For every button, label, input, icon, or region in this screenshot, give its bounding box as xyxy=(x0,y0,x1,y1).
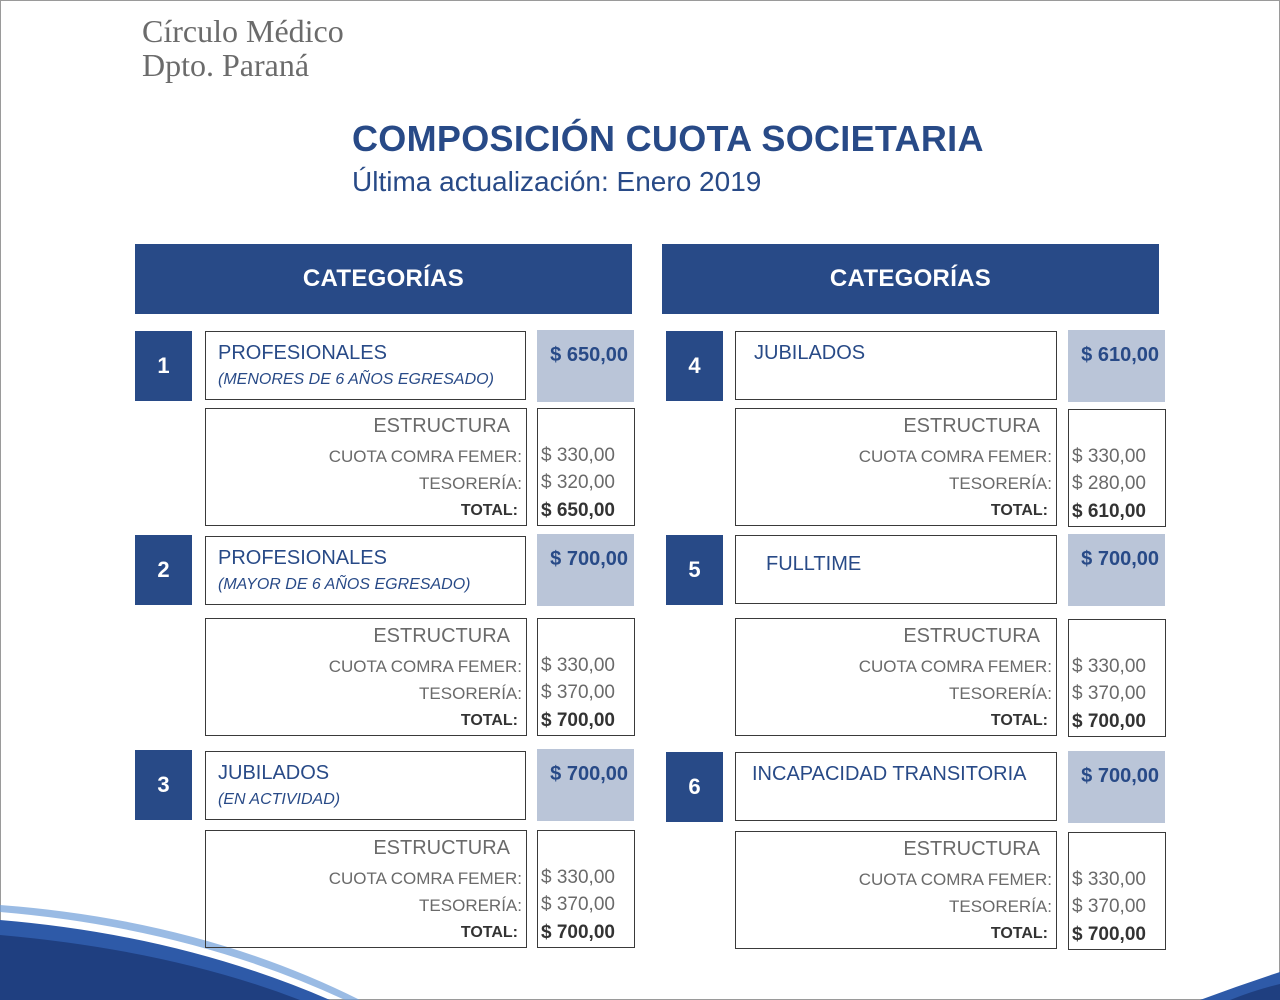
category-price: $ 700,00 xyxy=(537,749,634,821)
value-tesoreria: $ 370,00 xyxy=(541,682,615,703)
structure-values-box xyxy=(537,408,635,526)
category-name: PROFESIONALES xyxy=(218,547,387,569)
category-name: JUBILADOS xyxy=(754,342,866,364)
structure-label-comra: CUOTA COMRA FEMER: xyxy=(328,869,522,888)
structure-box xyxy=(205,618,527,736)
structure-box xyxy=(205,408,527,526)
value-total: $ 700,00 xyxy=(1072,711,1146,732)
structure-values-box xyxy=(1068,409,1166,527)
category-subtitle: (MAYOR DE 6 AÑOS EGRESADO) xyxy=(218,576,471,593)
page-title: COMPOSICIÓN CUOTA SOCIETARIA xyxy=(352,118,984,159)
value-tesoreria: $ 370,00 xyxy=(541,894,615,915)
value-comra: $ 330,00 xyxy=(541,655,615,676)
structure-label-tesoreria: TESORERÍA: xyxy=(949,897,1052,916)
structure-label-tesoreria: TESORERÍA: xyxy=(949,474,1052,493)
structure-label-tesoreria: TESORERÍA: xyxy=(419,474,522,493)
category-name: INCAPACIDAD TRANSITORIA xyxy=(752,763,1027,785)
category-name: JUBILADOS xyxy=(218,762,330,784)
value-total: $ 610,00 xyxy=(1072,501,1146,522)
structure-values-box xyxy=(537,830,635,948)
categories-header-right: CATEGORÍAS xyxy=(662,244,1159,314)
value-tesoreria: $ 370,00 xyxy=(1072,683,1146,704)
value-tesoreria: $ 370,00 xyxy=(1072,896,1146,917)
category-name-box xyxy=(205,751,526,820)
category-subtitle: (EN ACTIVIDAD) xyxy=(218,791,341,808)
logo-line-2: Dpto. Paraná xyxy=(142,47,310,83)
value-comra: $ 330,00 xyxy=(1072,656,1146,677)
value-tesoreria: $ 280,00 xyxy=(1072,473,1146,494)
category-number: 3 xyxy=(135,750,192,820)
category-name-box xyxy=(735,331,1057,400)
category-name-box xyxy=(205,536,526,605)
structure-label-comra: CUOTA COMRA FEMER: xyxy=(328,657,522,676)
structure-label-tesoreria: TESORERÍA: xyxy=(419,684,522,703)
structure-box xyxy=(735,831,1057,949)
structure-label-total: TOTAL: xyxy=(990,712,1048,729)
value-total: $ 650,00 xyxy=(541,500,615,521)
value-comra: $ 330,00 xyxy=(1072,869,1146,890)
structure-heading: ESTRUCTURA xyxy=(903,415,1040,437)
structure-heading: ESTRUCTURA xyxy=(903,838,1040,860)
structure-label-total: TOTAL: xyxy=(460,924,518,941)
structure-values-box xyxy=(1068,619,1166,737)
structure-heading: ESTRUCTURA xyxy=(373,415,510,437)
structure-label-comra: CUOTA COMRA FEMER: xyxy=(858,447,1052,466)
structure-box xyxy=(205,830,527,948)
category-name-box xyxy=(205,331,526,400)
value-comra: $ 330,00 xyxy=(541,867,615,888)
category-name-box xyxy=(735,535,1057,604)
structure-label-tesoreria: TESORERÍA: xyxy=(419,896,522,915)
category-subtitle: (MENORES DE 6 AÑOS EGRESADO) xyxy=(218,371,494,388)
categories-header-left: CATEGORÍAS xyxy=(135,244,632,314)
organization-logo xyxy=(142,14,344,82)
category-price: $ 700,00 xyxy=(1068,751,1165,823)
category-number: 6 xyxy=(666,752,723,822)
category-name: FULLTIME xyxy=(766,553,862,575)
value-comra: $ 330,00 xyxy=(1072,446,1146,467)
category-price: $ 610,00 xyxy=(1068,330,1165,402)
page-subtitle: Última actualización: Enero 2019 xyxy=(352,166,762,197)
structure-label-total: TOTAL: xyxy=(460,712,518,729)
structure-label-total: TOTAL: xyxy=(460,502,518,519)
value-total: $ 700,00 xyxy=(541,922,615,943)
category-price: $ 700,00 xyxy=(1068,534,1165,606)
structure-label-tesoreria: TESORERÍA: xyxy=(949,684,1052,703)
structure-heading: ESTRUCTURA xyxy=(903,625,1040,647)
category-price: $ 650,00 xyxy=(537,330,634,402)
structure-label-comra: CUOTA COMRA FEMER: xyxy=(858,870,1052,889)
category-number: 4 xyxy=(666,331,723,401)
category-number: 5 xyxy=(666,535,723,605)
value-total: $ 700,00 xyxy=(1072,924,1146,945)
logo-line-1: Círculo Médico xyxy=(142,13,344,49)
category-price: $ 700,00 xyxy=(537,534,634,606)
category-number: 1 xyxy=(135,331,192,401)
structure-label-comra: CUOTA COMRA FEMER: xyxy=(858,657,1052,676)
value-tesoreria: $ 320,00 xyxy=(541,472,615,493)
structure-values-box xyxy=(1068,832,1166,950)
category-name: PROFESIONALES xyxy=(218,342,387,364)
structure-box xyxy=(735,618,1057,736)
structure-heading: ESTRUCTURA xyxy=(373,837,510,859)
structure-label-comra: CUOTA COMRA FEMER: xyxy=(328,447,522,466)
value-comra: $ 330,00 xyxy=(541,445,615,466)
structure-values-box xyxy=(537,618,635,736)
category-number: 2 xyxy=(135,535,192,605)
structure-label-total: TOTAL: xyxy=(990,502,1048,519)
value-total: $ 700,00 xyxy=(541,710,615,731)
structure-box xyxy=(735,408,1057,526)
structure-heading: ESTRUCTURA xyxy=(373,625,510,647)
structure-label-total: TOTAL: xyxy=(990,925,1048,942)
category-name-box xyxy=(735,752,1057,821)
